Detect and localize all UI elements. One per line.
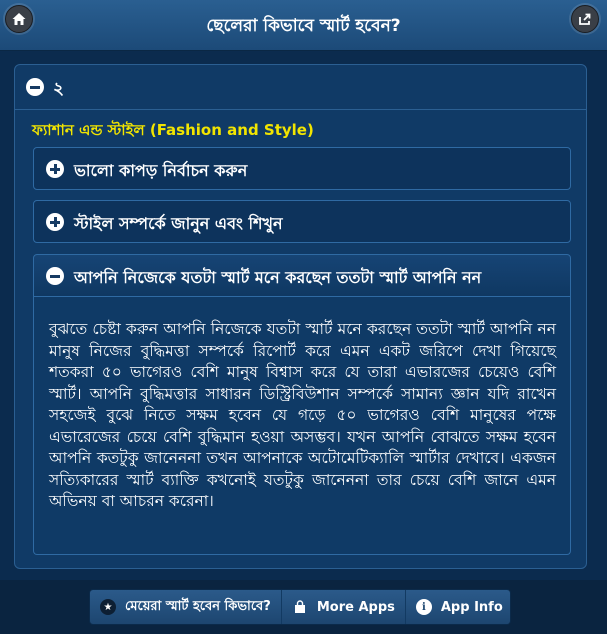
panel-number: ২ — [53, 79, 65, 99]
accordion-item-clothing[interactable] — [33, 147, 571, 190]
footer-toolbar — [89, 589, 511, 625]
app-info-button[interactable] — [406, 590, 513, 624]
footer-button-label: মেয়েরা স্মার্ট হবেন কিভাবে? — [125, 598, 271, 614]
collapse-icon — [46, 267, 64, 285]
accordion-item-label: ভালো কাপড় নির্বাচন করুন — [74, 161, 248, 180]
page-title: ছেলেরা কিভাবে স্মার্ট হবেন? — [206, 16, 401, 36]
info-icon: i — [416, 599, 432, 615]
footer — [0, 580, 607, 634]
collapse-icon — [26, 78, 44, 96]
content-text: বুঝতে চেষ্টা করুন আপনি নিজেকে যতটা স্মার্ট মনে করছেন ততটা স্মার্ট আপনি নন মানুষ নিজের বুদ্ধিমত্তা সম্পর্কে রিপোর্ট করে এমন একট জরিপে দেখা গিয়েছে শতকরা ৫০ ভাগেরও বেশি মানুষ বিশ্বাস করে যে তারা এভারজের চেয়েও বেশি স্মার্ট। আপনি বুদ্ধিমত্তার সাধারন ডিস্ট্রিবিউশান সম্পর্কে সামান্য জ্ঞান যদি রাখেন সহজেই বুঝে নিতে সক্ষম হবেন যে গড়ে ৫০ ভাগেরও বেশি মানুষের পক্ষে এভারেজের চেয়ে বেশি বুদ্ধিমান হওয়া অসম্ভব। যখন আপনি বোঝতে সক্ষম হবেন আপনি কতটুকু জানেননা তখন আপনাকে অটোমেটিক্যালি স্মার্টার দেখাবে। একজন সত্যিকারের স্মার্ট ব্যাক্তি কখনোই যতটুকু জানেননা তার চেয়ে বেশি জানে এমন অভিনয় বা আচরন করেনা। — [49, 320, 556, 510]
bag-icon — [292, 599, 308, 615]
girls-smart-button[interactable] — [90, 590, 282, 624]
footer-button-label: App Info — [440, 599, 503, 615]
panel-header[interactable] — [15, 65, 586, 110]
accordion-content — [33, 297, 571, 555]
accordion-item-label: স্টাইল সম্পর্কে জানুন এবং শিখুন — [74, 214, 283, 233]
accordion-item-smartness[interactable] — [33, 254, 571, 297]
star-icon: ★ — [100, 599, 116, 615]
accordion-item-style[interactable] — [33, 200, 571, 243]
footer-button-label: More Apps — [316, 599, 395, 615]
app-header — [0, 0, 607, 51]
expand-icon — [46, 160, 64, 178]
more-apps-button[interactable] — [282, 590, 406, 624]
section-title: ফ্যাশান এন্ড স্টাইল (Fashion and Style) — [32, 121, 314, 139]
share-icon — [577, 11, 593, 27]
expand-icon — [46, 213, 64, 231]
accordion-item-label: আপনি নিজেকে যতটা স্মার্ট মনে করছেন ততটা স্মার্ট আপনি নন — [74, 268, 482, 287]
content-panel — [14, 64, 587, 569]
share-button[interactable] — [571, 5, 599, 33]
